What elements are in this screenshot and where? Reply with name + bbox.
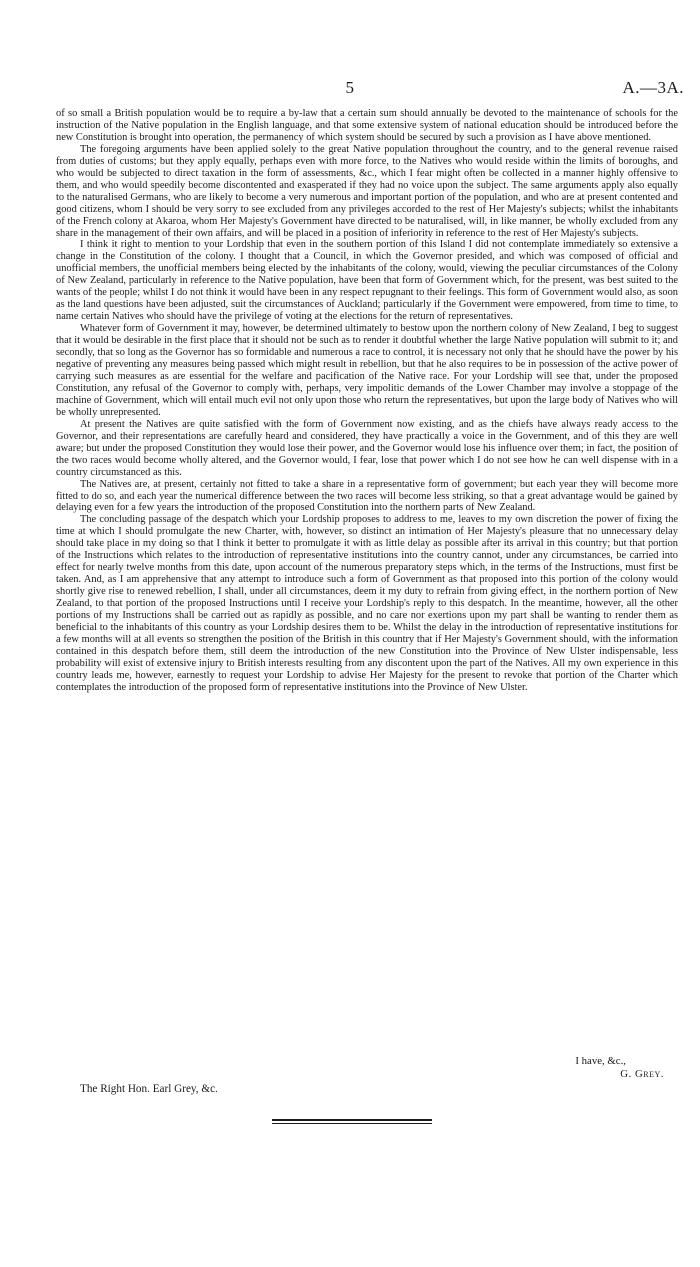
paragraph-3: I think it right to mention to your Lordship that even in the southern portion of this Island I did not contemplate immediately so extensive a change in the Constitution of the colony. I thought that a Council, in which the Governor presided, and which was composed of official and unofficial members, the unofficial members being elected by the inhabitants of the colony, would, viewing the peculiar circumstances of the Colony of New Zealand, particularly in reference to the Native population, have been that form of Government which, for the present, was best suited to the wants of the people; whilst I do not think it would have been in any respect repugnant to their feelings. This form of Government would also, as soon as the land questions have been adjusted, suit the circumstances of Auckland; particularly if the Government were empowered, from time to time, to name certain Natives who should have the privilege of voting at the elections for the return of representatives. bbox=[56, 239, 678, 323]
closing-block bbox=[56, 1055, 678, 1081]
closing-rule-thin bbox=[272, 1123, 432, 1124]
signature-name: Grey. bbox=[635, 1068, 664, 1080]
signature bbox=[56, 1068, 678, 1081]
paragraph-6: The Natives are, at present, certainly not fitted to take a share in a representative form of government; but each year they will become more fitted to do so, and each year the numerical difference between the two races will become less striking, so that a great advantage would be gained by delaying even for a few years the introduction of the proposed Constitution into the northern parts of New Zealand. bbox=[56, 478, 678, 514]
paragraph-5: At present the Natives are quite satisfied with the form of Government now existing, and as the chiefs have always ready access to the Governor, and their representations are carefully heard and considered, they have practically a voice in the Government, and of this they are well aware; but under the proposed Constitution they would lose their power, and the Governor would lose his influence over them; in fact, the position of the two races would become wholly altered, and the Governor would, I fear, lose that power which I do not see how he can well dispense with in a country circumstanced as this. bbox=[56, 418, 678, 478]
paragraph-7: The concluding passage of the despatch which your Lordship proposes to address to me, leaves to my own discretion the power of fixing the time at which I should promulgate the new Charter, with, however, so distinct an intimation of Her Majesty's pleasure that no unnecessary delay should take place in my doing so that I think it better to promulgate it with as little delay as possible after its arrival in this country; but that portion of the Instructions which relates to the introduction of representative institutions into the country cannot, under any circumstances, be carried into effect for nearly twelve months from this date, upon account of the numerous preparatory steps which, in the terms of the Instructions, must first be taken. And, as I am apprehensive that any attempt to introduce such a form of Government as that proposed into this portion of the colony would shortly give rise to renewed rebellion, I shall, under all circumstances, deem it my duty to refrain from giving effect, in the northern portion of New Zealand, to that portion of the proposed Instructions until I receive your Lordship's reply to this despatch. In the meantime, however, all the other portions of my Instructions shall be carried out as rapidly as possible, and no care nor exertions upon my part shall be wanting to render them as beneficial to the inhabitants of this country as your Lordship desires them to be. Whilst the delay in the introduction of representative institutions for a few months will at all events so strengthen the position of the British in this country that if Her Majesty's Government should, with the information contained in this despatch before them, still deem the introduction of the new Constitution into the Province of New Ulster indispensable, less probability will exist of extensive injury to British interests resulting from any discontent upon the part of the Natives. All my own experience in this country leads me, however, earnestly to request your Lordship to advise Her Majesty for the present to revoke that portion of the Charter which contemplates the introduction of the proposed form of representative institutions into the Province of New Ulster. bbox=[56, 514, 678, 693]
document-reference: A.—3A. bbox=[622, 78, 684, 97]
paragraph-4: Whatever form of Government it may, however, be determined ultimately to bestow upon the northern colony of New Zealand, I beg to suggest that it would be desirable in the first place that it should not be such as to render it doubtful whether the large Native population will submit to it; and secondly, that so long as the Governor has so formidable and numerous a race to control, it is necessary not only that he should have the power by his negative of preventing any measures being passed which might result in rebellion, but that he also requires to be in possession of the active power of carrying such measures as are essential for the welfare and pacification of the Native race. For your Lordship will see that, under the proposed Constitution, any refusal of the Governor to comply with, perhaps, very impolitic demands of the Lower Chamber may involve a stoppage of the machine of Government, which will entail much evil not only upon those who return the representatives, but upon the large body of Natives who will be wholly unrepresented. bbox=[56, 323, 678, 418]
page-number: 5 bbox=[345, 78, 355, 97]
despatch-body bbox=[56, 108, 678, 694]
closing-salutation: I have, &c., bbox=[575, 1055, 626, 1067]
closing-rule-thick bbox=[272, 1119, 432, 1121]
paragraph-2: The foregoing arguments have been applied solely to the great Native population throughout the country, and to the general revenue raised from duties of customs; but they apply equally, perhaps even with more force, to the Natives who would reside within the limits of boroughs, and who would be subjected to direct taxation in the form of assessments, &c., which I fear might often be collected in a manner highly offensive to them, and who would speedily become discontented and exasperated if they had no voice upon the subject. The same arguments apply also equally to the naturalised Germans, who are likely to become a very numerous and important portion of the population, and who are at present contented and good citizens, whom I should be very sorry to see excluded from any privileges accorded to the rest of Her Majesty's subjects; whilst the inhabitants of the French colony at Akaroa, whom Her Majesty's Government have directed to be naturalised, will, in like manner, be wholly excluded from any share in the management of their own affairs, and will be placed in a position of inferiority in reference to the rest of Her Majesty's subjects. bbox=[56, 143, 678, 239]
addressee: The Right Hon. Earl Grey, &c. bbox=[80, 1083, 218, 1095]
signature-initial: G. bbox=[620, 1068, 635, 1080]
paragraph-1: of so small a British population would be to require a by-law that a certain sum should annually be devoted to the maintenance of schools for the instruction of the Native population in the English language, and that some extensive system of national education should be introduced before the new Constitution is brought into operation, the permanency of which system should be secured by such a provision as I have above mentioned. bbox=[56, 108, 678, 143]
